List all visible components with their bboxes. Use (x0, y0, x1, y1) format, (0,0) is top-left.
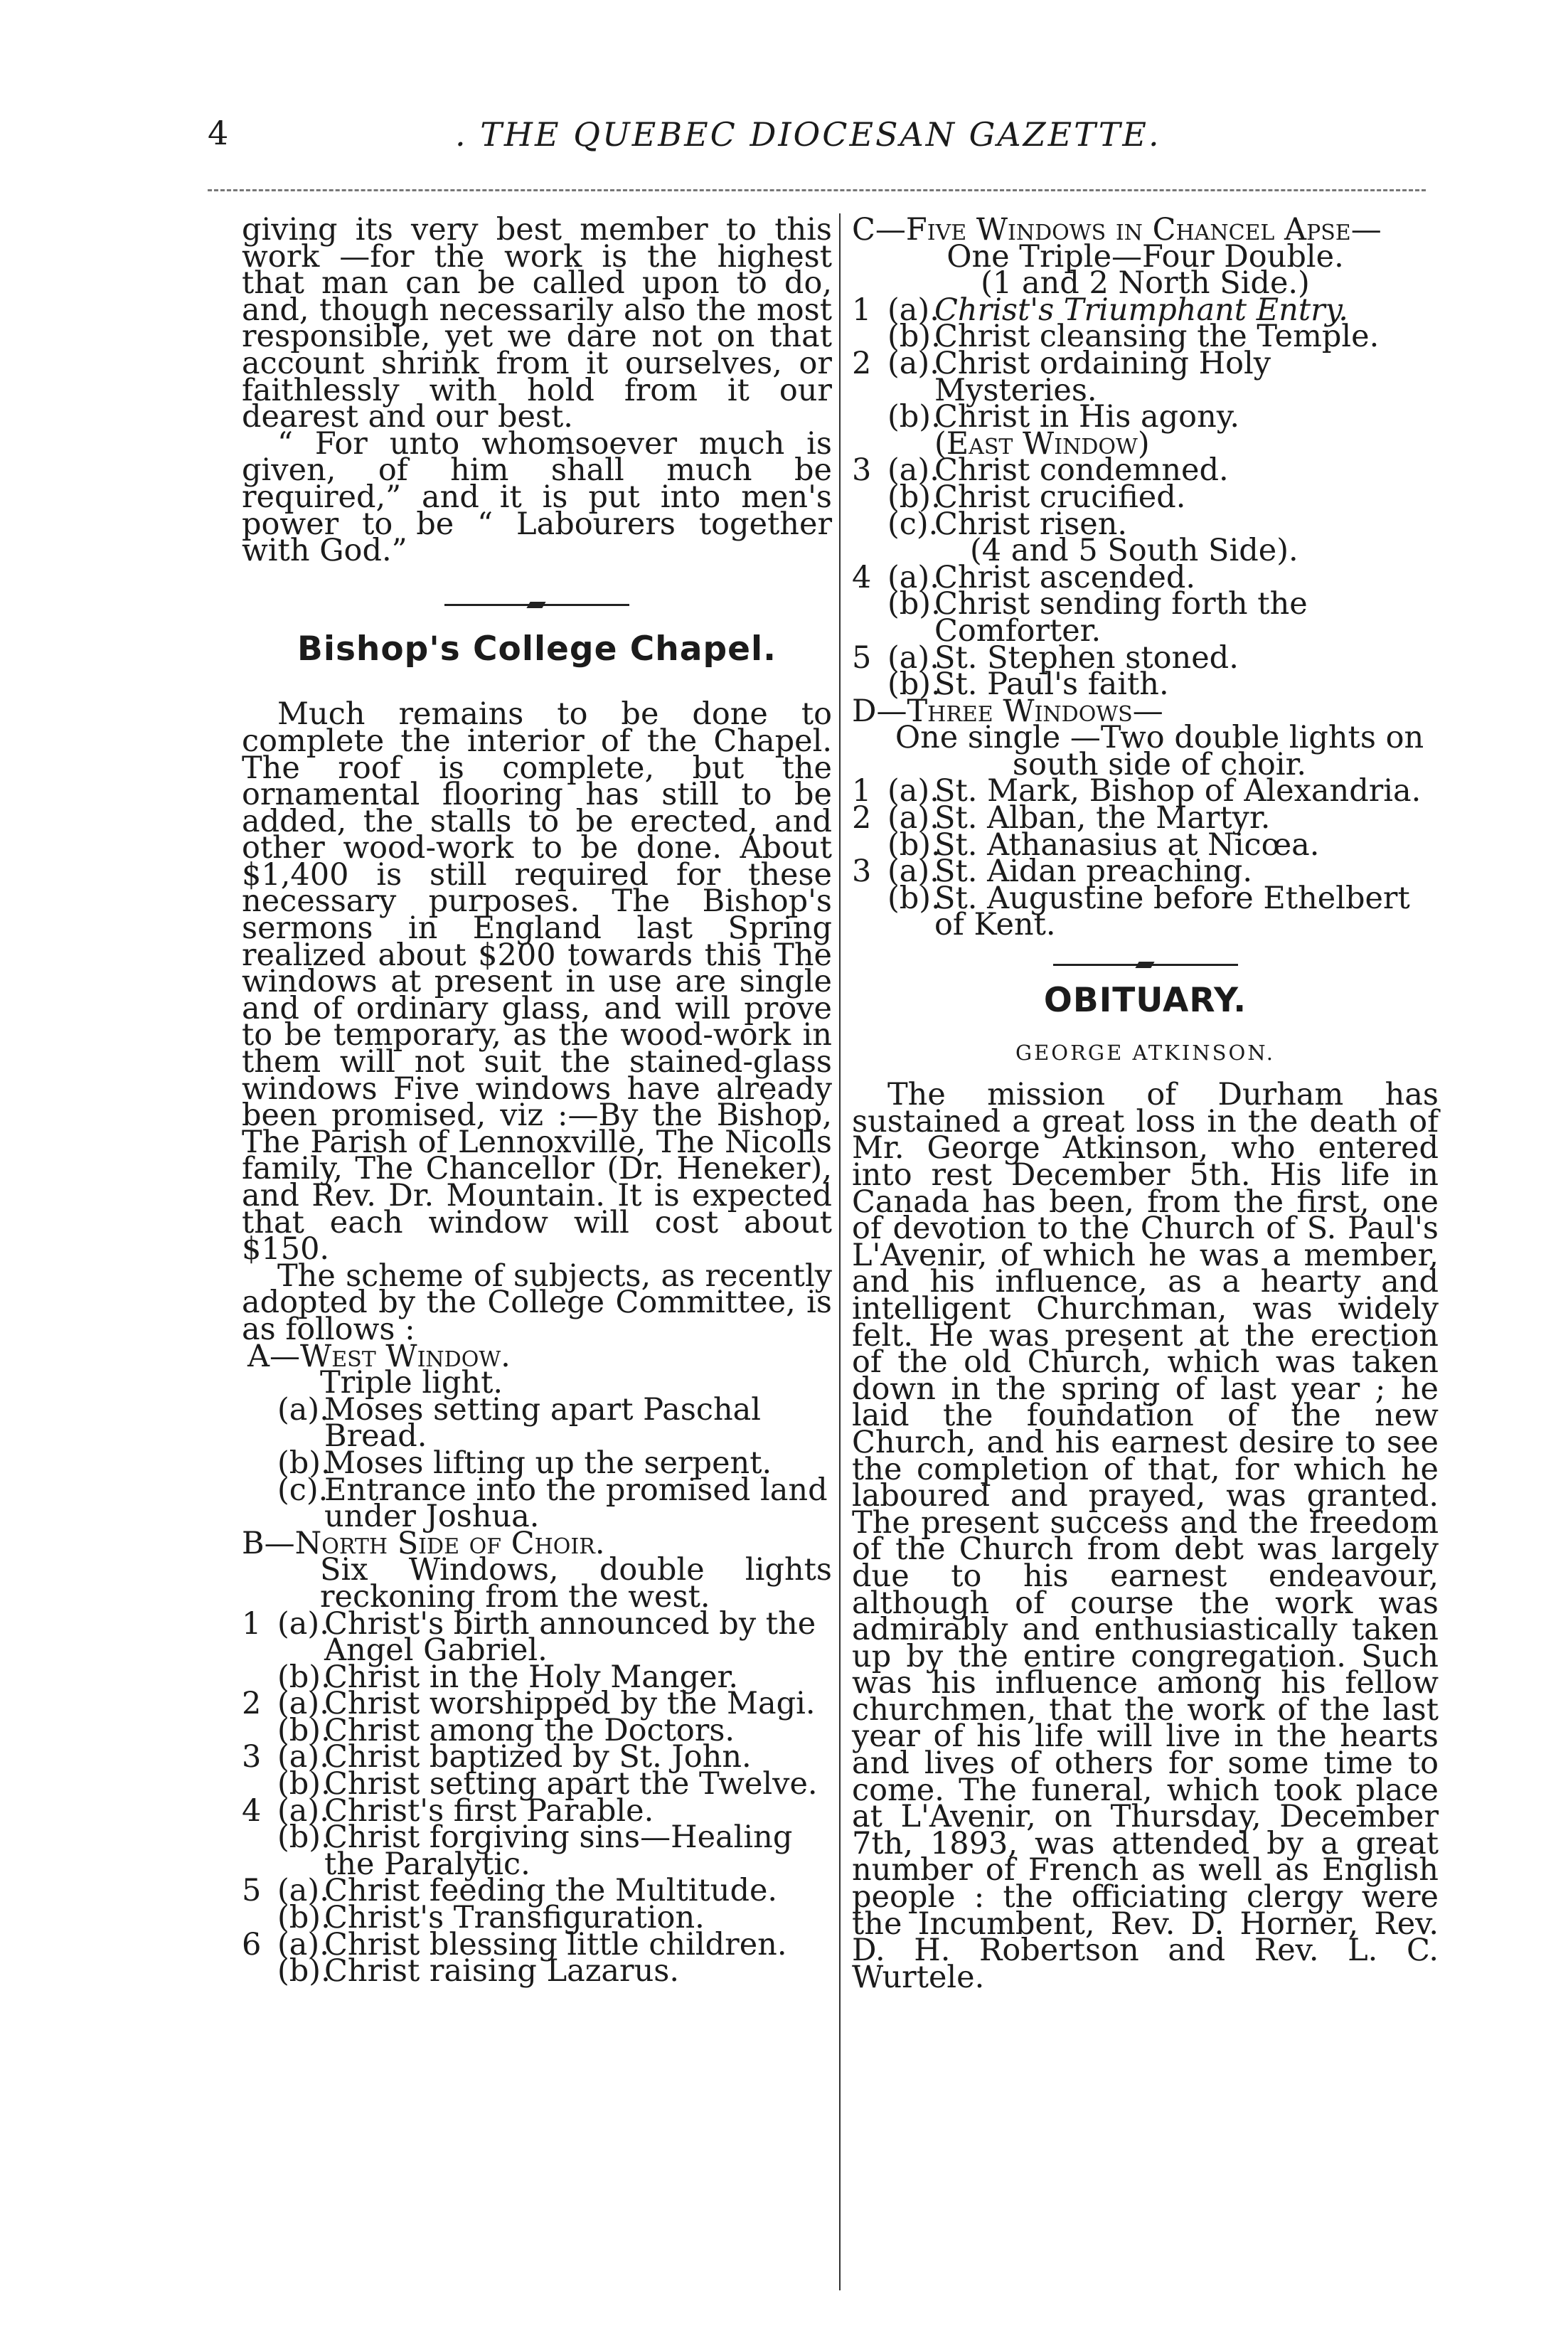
item-text: Christ's first Parable. (324, 1792, 654, 1829)
item-number (852, 511, 887, 538)
obituary-text: The mission of Durham has sustained a great loss in the death of Mr. George Atkinson, who entered into rest December 5th. His life in Canada has been, from the first, one of devotion to the Church of S. Paul's L'Avenir, of which he was a member, and his influence, as a hearty and intelligent Churchman, was widely felt. He was present at the erection of the old Church, which was taken down in the spring of last year ; he laid the foundation of the new Church, and his earnest desire to see the completion of that, for which he laboured and prayed, was granted. The present success and the freedom of the Church from debt was largely due to his earnest endeavour, although of course the work was admirably and enthusiastically taken up by the entire congregation. Such was his influence among his fellow churchmen, that the work of the last year of his life will live in the hearts and lives of others for some time to come. The funeral, which took place at L'Avenir, on Thursday, December 7th, 1893, was attended by a great number of French as well as English people : the officiating clergy were the Incumbent, Rev. D. Horner, Rev. D. H. Robertson and Rev. L. C. Wurtele. (852, 1077, 1439, 1995)
item-number: 3 (852, 854, 872, 890)
item-letter: (b). (277, 1819, 331, 1856)
item-letter: (b). (887, 319, 941, 355)
item-number: 4 (852, 559, 872, 595)
chancel-list-3 (852, 559, 1439, 703)
chancel-list-1 (852, 292, 1439, 435)
list-item (242, 1819, 832, 1882)
item-letter: (a). (277, 1739, 329, 1775)
item-text: Christ condemned. (934, 452, 1229, 489)
west-window-subheading: Triple light. (320, 1365, 503, 1401)
item-letter: (b). (277, 1712, 331, 1748)
item-letter: (c). (887, 506, 939, 542)
item-text: St. Stephen stoned. (934, 639, 1239, 676)
list-item (242, 1391, 832, 1455)
item-letter: (c). (277, 1472, 329, 1508)
chapel-paragraph-2: The scheme of subjects, as recently adopted by the College Committee, is as follows : (242, 1258, 832, 1347)
item-text: Christ worshipped by the Magi. (324, 1686, 816, 1722)
list-item (242, 1605, 832, 1669)
north-side-list (242, 1605, 832, 1989)
obituary-name: GEORGE ATKINSON. (1015, 1040, 1276, 1065)
chancel-list-2 (852, 452, 1439, 542)
item-letter: (a). (277, 1605, 329, 1642)
list-item (852, 586, 1439, 649)
west-window-list (242, 1391, 832, 1535)
item-number (852, 591, 887, 644)
list-item (242, 1953, 832, 1989)
item-number: 2 (852, 800, 872, 836)
item-letter: (a). (887, 773, 939, 809)
item-number: 2 (242, 1686, 262, 1722)
south-side-label: (4 and 5 South Side). (970, 533, 1298, 569)
item-letter: (a). (887, 452, 939, 489)
obituary-heading: OBITUARY. (1043, 981, 1247, 1021)
three-windows-list (852, 773, 1439, 943)
item-text: Christ crucified. (934, 479, 1186, 515)
item-text: Christ ascended. (934, 559, 1196, 595)
item-text: Christ feeding the Multitude. (324, 1873, 778, 1909)
section-ornament (444, 602, 629, 607)
item-letter: (b). (277, 1445, 331, 1481)
item-text: Christ among the Doctors. (324, 1712, 735, 1748)
list-item (852, 345, 1439, 408)
right-column (852, 212, 1439, 1995)
three-windows-sub: One single —Two double lights on south side of choir. (895, 720, 1424, 782)
item-letter: (b). (887, 666, 941, 703)
item-text: St. Paul's faith. (934, 666, 1169, 703)
west-window-heading: A—West Window. (247, 1338, 511, 1374)
item-text: St. Alban, the Martyr. (934, 800, 1271, 836)
item-letter: (b). (277, 1766, 331, 1802)
item-text: Christ raising Lazarus. (324, 1953, 680, 1989)
item-text: St. Augustine before Ethelbert of Kent. (934, 880, 1410, 943)
item-text: Christ setting apart the Twelve. (324, 1766, 818, 1802)
item-letter: (a). (887, 292, 939, 328)
item-number: 3 (242, 1739, 262, 1775)
item-letter: (b). (887, 827, 941, 863)
item-letter: (a). (277, 1873, 329, 1909)
chancel-apse-sub-2: (1 and 2 North Side.) (981, 265, 1310, 302)
item-text: St. Mark, Bishop of Alexandria. (934, 773, 1422, 809)
item-number (852, 484, 887, 511)
item-letter: (a). (887, 639, 939, 676)
item-letter: (a). (887, 854, 939, 890)
page-number: 4 (208, 114, 229, 152)
item-letter: (b). (887, 399, 941, 435)
item-number: 6 (242, 1926, 262, 1962)
item-text: Christ in the Holy Manger. (324, 1659, 739, 1695)
item-letter: (a). (887, 559, 939, 595)
item-text: Christ forgiving sins—Healing the Paralytic. (324, 1819, 793, 1882)
item-text: Christ's birth announced by the Angel Gabriel. (324, 1605, 816, 1669)
item-letter: (b). (277, 1900, 331, 1936)
chancel-apse-heading: C—Five Windows in Chancel Apse— (852, 212, 1382, 248)
item-letter: (a). (277, 1686, 329, 1722)
item-text: Christ risen. (934, 506, 1128, 542)
north-side-subheading: Six Windows, double lights reckoning from the west. (320, 1552, 832, 1615)
item-text: Christ sending forth the Comforter. (934, 586, 1308, 649)
item-text: Moses setting apart Paschal Bread. (324, 1391, 762, 1455)
item-number: 3 (852, 452, 872, 489)
item-number: 5 (852, 639, 872, 676)
intro-paragraph-2: “ For unto whomsoever much is given, of him shall much be required,” and it is put into men's power to be “ Labourers together with God.” (242, 425, 832, 569)
item-number: 1 (852, 773, 872, 809)
item-letter: (a). (277, 1391, 329, 1428)
item-text: Christ's Transfiguration. (324, 1900, 705, 1936)
section-ornament (1053, 962, 1238, 967)
item-text: Christ cleansing the Temple. (934, 319, 1380, 355)
item-text: Christ's Triumphant Entry. (934, 292, 1348, 328)
item-text: St. Athanasius at Nicœa. (934, 827, 1320, 863)
intro-paragraph-1: giving its very best member to this work —for the work is the highest that man can be called upon to do, and, though necessarily also the most responsible, yet we dare not on that account shrink from it ourselves, or faithlessly with hold from it our dearest and our best. (242, 212, 832, 435)
column-divider (839, 213, 841, 2290)
item-number (242, 1958, 277, 1985)
item-letter: (a). (887, 345, 939, 381)
header-rule (208, 189, 1426, 191)
item-number: 2 (852, 345, 872, 381)
item-letter: (a). (277, 1926, 329, 1962)
item-text: Christ in His agony. (934, 399, 1240, 435)
list-item (242, 1472, 832, 1535)
item-number: 5 (242, 1873, 262, 1909)
item-text: St. Aidan preaching. (934, 854, 1252, 890)
item-letter: (b). (887, 586, 941, 622)
item-number: 1 (852, 292, 872, 328)
item-letter: (b). (277, 1659, 331, 1695)
left-column (242, 212, 832, 1989)
item-number: 4 (242, 1792, 262, 1829)
chapel-heading: Bishop's College Chapel. (297, 629, 777, 669)
item-letter: (b). (887, 880, 941, 916)
item-text: Christ ordaining Holy Mysteries. (934, 345, 1271, 408)
item-text: Entrance into the promised land under Joshua. (324, 1472, 828, 1535)
item-letter: (a). (887, 800, 939, 836)
east-window-label: (East Window) (934, 425, 1150, 462)
item-text: Christ blessing little children. (324, 1926, 787, 1962)
running-title: . THE QUEBEC DIOCESAN GAZETTE. (455, 115, 1161, 154)
item-number (852, 886, 887, 939)
list-item (852, 880, 1439, 943)
chapel-paragraph-1: Much remains to be done to complete the interior of the Chapel. The roof is complete, but the ornamental flooring has still to be added, the stalls to be erected, and other wood-work to be done. About $1,400 is still required for these necessary purposes. The Bishop's sermons in England last Spring realized about $200 towards this The windows at present in use are single and of ordinary glass, and will prove to be temporary, as the wood-work in them will not suit the stained-glass windows Five windows have already been promised, viz :—By the Bishop, The Parish of Lennoxville, The Nicolls family, The Chancellor (Dr. Heneker), and Rev. Dr. Mountain. It is expected that each window will cost about $150. (242, 696, 832, 1268)
item-number (852, 404, 887, 431)
chancel-apse-sub-1: One Triple—Four Double. (946, 238, 1344, 275)
item-number: 1 (242, 1605, 262, 1642)
item-letter: (a). (277, 1792, 329, 1829)
north-side-heading: B—North Side of Choir. (242, 1525, 605, 1561)
item-letter: (b). (277, 1953, 331, 1989)
three-windows-heading: D—Three Windows— (852, 693, 1163, 729)
item-text: Moses lifting up the serpent. (324, 1445, 772, 1481)
page-header (0, 107, 1568, 171)
item-number (242, 1824, 277, 1878)
item-text: Christ baptized by St. John. (324, 1739, 752, 1775)
item-letter: (b). (887, 479, 941, 515)
